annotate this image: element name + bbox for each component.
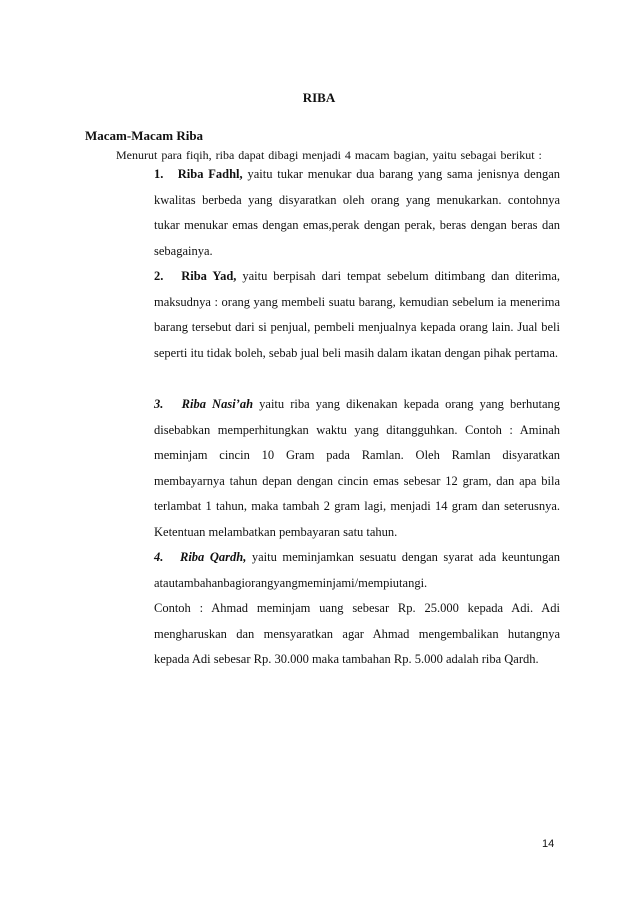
item-heading: Riba Yad, [181, 269, 237, 283]
item-number: 1. [154, 167, 164, 181]
list-item-riba-qardh [154, 545, 560, 673]
item-example: Contoh : Ahmad meminjam uang sebesar Rp. 25.000 kepada Adi. Adi mengharuskan dan mensyaratkan agar Ahmad mengembalikan hutangnya kepada Adi sebesar Rp. 30.000 maka tambahan Rp. 5.000 adalah riba Qardh. [154, 601, 560, 667]
list-item-riba-yad [154, 264, 560, 366]
item-heading: Riba Nasi’ah [181, 397, 254, 411]
intro-paragraph: Menurut para fiqih, riba dapat dibagi menjadi 4 macam bagian, yaitu sebagai berikut : [116, 148, 542, 162]
list-item-riba-nasiah [154, 392, 560, 546]
item-text: yaitu berpisah dari tempat sebelum ditimbang dan diterima, maksudnya : orang yang membeli suatu barang, kemudian sebelum ia menerima barang tersebut dari si penjual, pembeli menjualnya kepada orang lain. Jual beli seperti itu tidak boleh, sebab jual beli masih dalam ikatan dengan pihak pertama. [154, 269, 560, 360]
item-text: yaitu meminjamkan sesuatu dengan syarat ada keuntungan atautambahanbagiorangyangmeminjami/mempiutangi. [154, 550, 561, 590]
item-number: 3. [154, 397, 164, 411]
item-heading: Riba Qardh, [180, 550, 247, 564]
section-heading: Macam-Macam Riba [85, 128, 204, 143]
item-text: yaitu riba yang dikenakan kepada orang yang berhutang disebabkan memperhitungkan waktu yang ditangguhkan. Contoh : Aminah meminjam cincin 10 Gram pada Ramlan. Oleh Ramlan disyaratkan membayarnya tahun depan dengan cincin emas sebesar 12 gram, dan apa bila terlambat 1 tahun, maka tambah 2 gram lagi, menjadi 14 gram dan seterusnya. Ketentuan melambatkan pembayaran satu tahun. [154, 397, 561, 539]
item-number: 2. [154, 269, 164, 283]
page-title: RIBA [302, 90, 336, 105]
list-item-riba-fadhl [154, 162, 560, 264]
item-heading: Riba Fadhl, [177, 167, 243, 181]
item-text: yaitu tukar menukar dua barang yang sama jenisnya dengan kwalitas berbeda yang disyaratkan oleh orang yang menukarkan. contohnya tukar menukar emas dengan emas,perak dengan perak, beras dengan beras dan sebagainya. [154, 167, 561, 258]
item-number: 4. [154, 550, 164, 564]
page-number: 14 [542, 838, 555, 850]
